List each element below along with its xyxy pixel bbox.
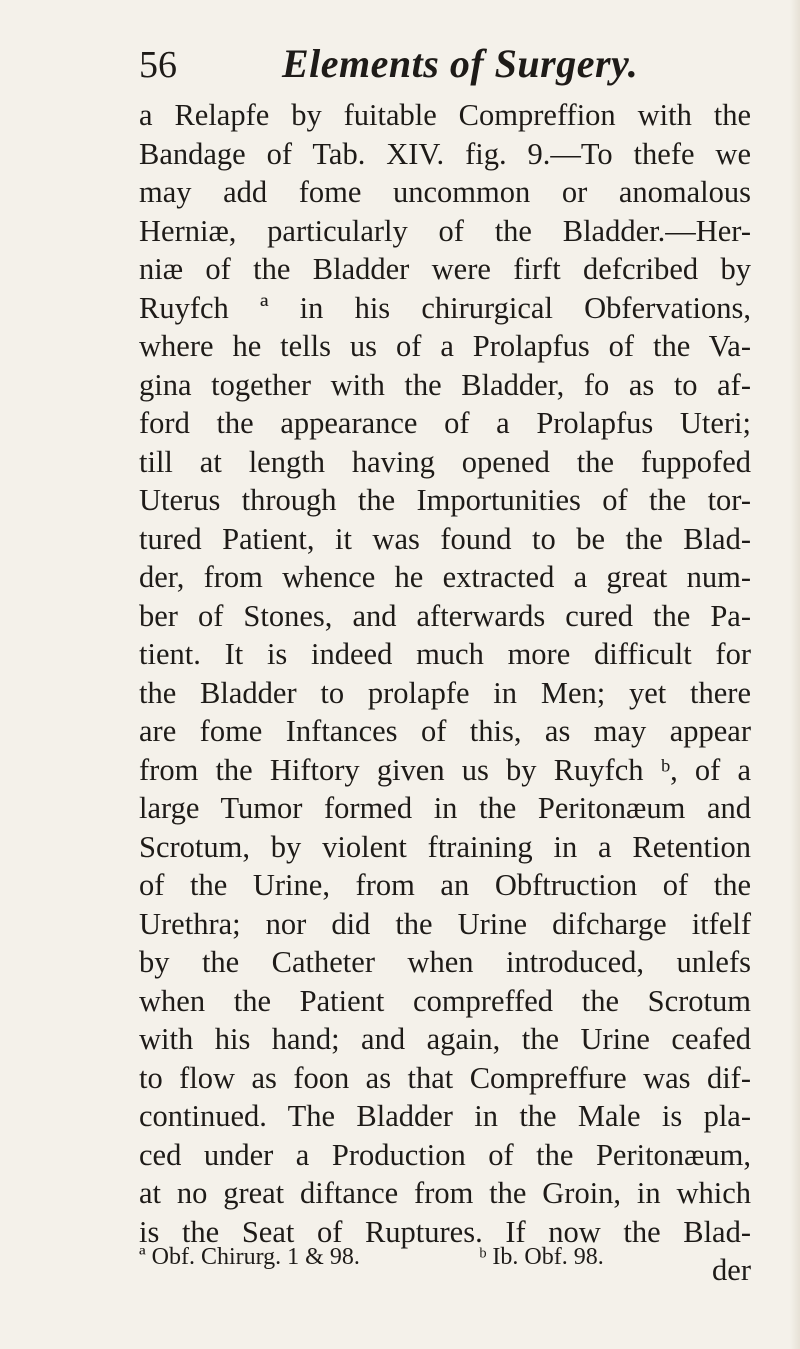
text-line: by the Catheter when introduced, unlefs <box>139 945 751 979</box>
footnote-b: ᵇ Ib. Obf. 98. <box>479 1244 604 1270</box>
text-line: are fome Inftances of this, as may appear <box>139 714 751 748</box>
text-line: tured Patient, it was found to be the Blad- <box>139 521 751 556</box>
text-line: large Tumor formed in the Peritonæum and <box>139 791 751 825</box>
text-line: Bandage of Tab. XIV. fig. 9.—To thefe we <box>139 136 751 171</box>
running-head-title: Elements of Surgery. <box>282 41 639 86</box>
text-line: niæ of the Bladder were firft defcribed by <box>139 252 751 286</box>
text-line: from the Hiftory given us by Ruyfch ᵇ, of a <box>139 752 751 787</box>
text-line: to flow as foon as that Compreffure was dif- <box>139 1060 751 1095</box>
text-line: where he tells us of a Prolapfus of the Va- <box>139 329 751 363</box>
text-line: ford the appearance of a Prolapfus Uteri; <box>139 406 751 440</box>
page-edge-shadow <box>790 0 800 1349</box>
text-line: at no great diftance from the Groin, in which <box>139 1176 751 1210</box>
page-number: 56 <box>139 44 177 86</box>
text-line: ber of Stones, and afterwards cured the Pa- <box>139 598 751 633</box>
text-line: may add fome uncommon or anomalous <box>139 175 751 209</box>
text-line: till at length having opened the fuppofed <box>139 444 751 479</box>
text-line: when the Patient compreffed the Scrotum <box>139 983 751 1018</box>
text-line: Uterus through the Importunities of the tor- <box>139 483 751 517</box>
text-line: ced under a Production of the Peritonæum, <box>139 1137 751 1172</box>
text-line: der, from whence he extracted a great num- <box>139 560 751 594</box>
text-line: Ruyfch ª in his chirurgical Obfervations, <box>139 290 751 325</box>
text-line: a Relapfe by fuitable Compreffion with the <box>139 98 751 132</box>
text-line: continued. The Bladder in the Male is pla- <box>139 1099 751 1133</box>
text-line: tient. It is indeed much more difficult for <box>139 637 751 671</box>
text-line: of the Urine, from an Obftruction of the <box>139 868 751 902</box>
text-line: with his hand; and again, the Urine ceafed <box>139 1022 751 1056</box>
footnote-a: ª Obf. Chirurg. 1 & 98. <box>139 1244 360 1270</box>
text-line: Urethra; nor did the Urine difcharge itfelf <box>139 906 751 941</box>
body-text <box>139 96 751 1290</box>
catchword: der <box>712 1253 751 1287</box>
running-head <box>139 40 749 90</box>
text-line: Scrotum, by violent ftraining in a Retention <box>139 829 751 864</box>
text-line: Herniæ, particularly of the Bladder.—Her- <box>139 213 751 248</box>
text-line: is the Seat of Ruptures. If now the Blad- <box>139 1214 751 1249</box>
text-line: gina together with the Bladder, fo as to af- <box>139 367 751 402</box>
footnotes <box>139 1240 751 1280</box>
text-line: the Bladder to prolapfe in Men; yet there <box>139 675 751 710</box>
